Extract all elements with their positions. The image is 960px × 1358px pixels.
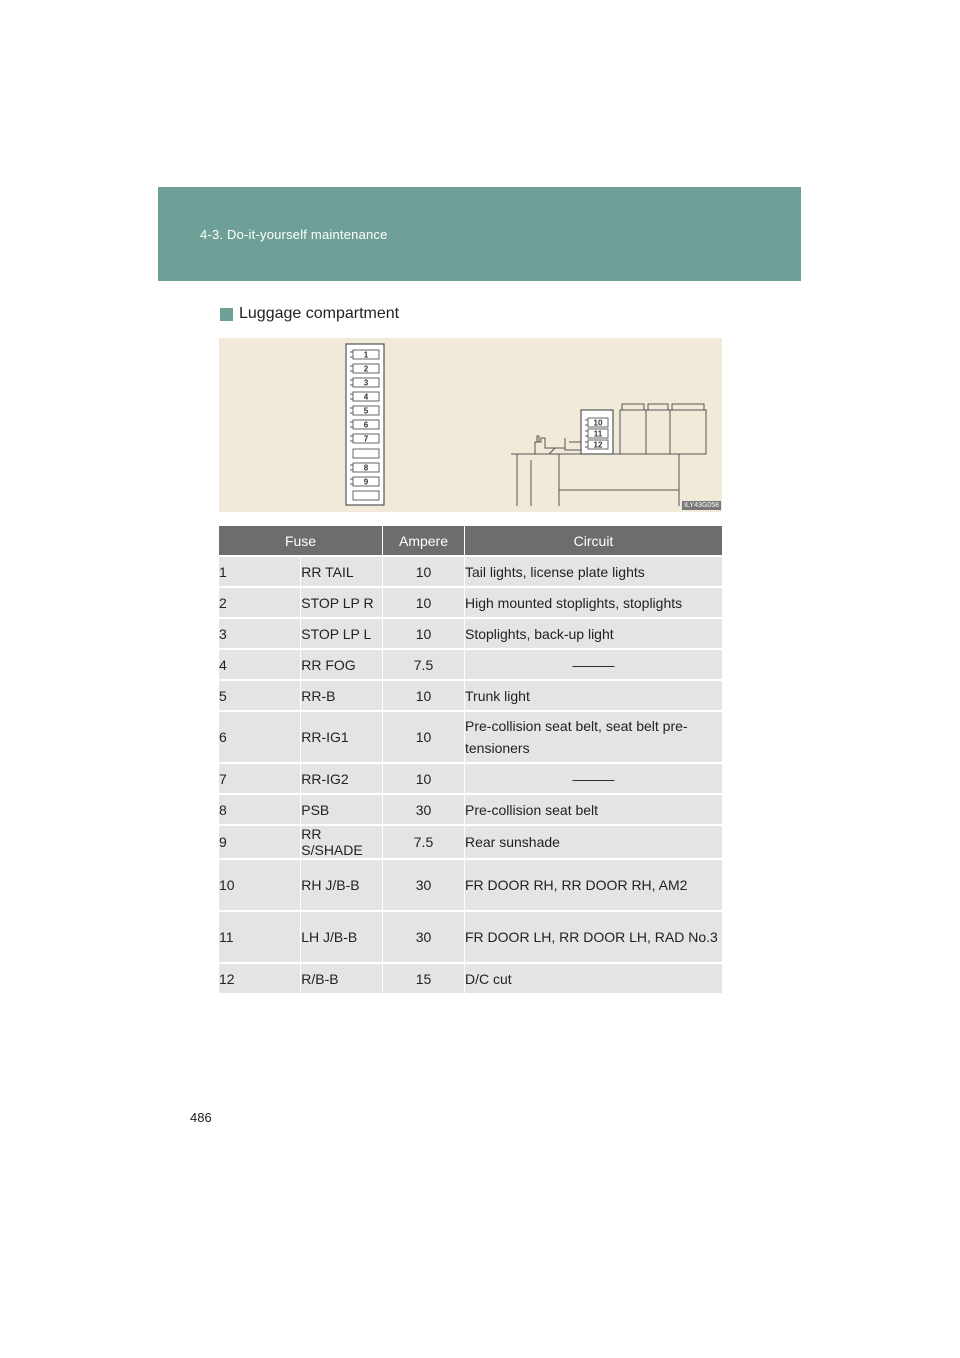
fuse-slot-11 (585, 429, 608, 439)
fuse-circuit: FR DOOR LH, RR DOOR LH, RAD No.3 (465, 911, 723, 963)
fuse-number: 12 (219, 963, 301, 993)
fuse-slot-12 (585, 440, 608, 450)
fuse-number: 9 (219, 825, 301, 859)
fuse-circuit: ——— (465, 649, 723, 680)
table-header-row (219, 526, 722, 556)
fuse-name: RR FOG (301, 649, 383, 680)
fuse-name: RR-IG1 (301, 711, 383, 763)
fuse-number: 11 (219, 911, 301, 963)
fuse-number: 8 (219, 794, 301, 825)
fuse-circuit: ——— (465, 763, 723, 794)
fuse-slot-label: 7 (363, 434, 369, 444)
fuse-circuit: Stoplights, back-up light (465, 618, 723, 649)
fuse-ampere: 30 (383, 794, 465, 825)
fuse-box-illustration (219, 338, 722, 512)
fuse-box-diagram (219, 338, 722, 512)
fuse-circuit: Pre-collision seat belt, seat belt pre-tensioners (465, 711, 723, 763)
fuse-circuit: Rear sunshade (465, 825, 723, 859)
fuse-slot-6 (350, 420, 379, 430)
header-circuit: Circuit (465, 526, 723, 556)
fuse-slot-label: 11 (593, 429, 603, 439)
subheading-text: Luggage compartment (239, 305, 400, 322)
fuse-name: RR TAIL (301, 556, 383, 587)
relay-box-2 (646, 410, 670, 454)
fuse-number: 4 (219, 649, 301, 680)
relay-box-1 (620, 410, 646, 454)
fuse-ampere: 30 (383, 911, 465, 963)
fuse-slot-label: 10 (593, 418, 603, 428)
empty-fuse-slot (353, 449, 379, 458)
header-band (158, 187, 801, 281)
fuse-number: 5 (219, 680, 301, 711)
table-row (219, 587, 722, 618)
fuse-slot-label: 1 (363, 350, 369, 360)
fuse-ampere: 30 (383, 859, 465, 911)
fuse-name: PSB (301, 794, 383, 825)
left-fuse-slots (350, 350, 379, 500)
fuse-slot-5 (350, 406, 379, 416)
fuse-slot-1 (350, 350, 379, 360)
fuse-name: STOP LP R (301, 587, 383, 618)
fuse-slot-label: 5 (363, 406, 369, 416)
table-row (219, 649, 722, 680)
right-fuse-slots (585, 418, 608, 450)
fuse-slot-label: 2 (363, 364, 369, 374)
fuse-slot-label: 6 (363, 420, 369, 430)
table-row (219, 556, 722, 587)
fuse-slot-label: 9 (363, 477, 369, 487)
fuse-number: 1 (219, 556, 301, 587)
bullet-square-icon (220, 308, 233, 321)
fuse-name: R/B-B (301, 963, 383, 993)
fuse-number: 7 (219, 763, 301, 794)
table-row (219, 911, 722, 963)
section-title: 4-3. Do-it-yourself maintenance (200, 227, 388, 242)
fuse-circuit: Pre-collision seat belt (465, 794, 723, 825)
fuse-ampere: 10 (383, 711, 465, 763)
table-row (219, 963, 722, 993)
fuse-number: 2 (219, 587, 301, 618)
fuse-ampere: 10 (383, 763, 465, 794)
fuse-number: 6 (219, 711, 301, 763)
fuse-slot-label: 12 (593, 440, 603, 450)
fuse-number: 3 (219, 618, 301, 649)
fuse-slot-label: 4 (363, 392, 369, 402)
relay-box-3 (670, 410, 706, 454)
fuse-circuit: D/C cut (465, 963, 723, 993)
fuse-slot-3 (350, 378, 379, 388)
fuse-slot-label: 3 (363, 378, 369, 388)
fuse-ampere: 10 (383, 680, 465, 711)
fuse-ampere: 10 (383, 618, 465, 649)
fuse-slot-9 (350, 477, 379, 487)
empty-fuse-slot (353, 491, 379, 500)
table-row (219, 618, 722, 649)
fuse-ampere: 7.5 (383, 649, 465, 680)
mounting-frame (511, 454, 679, 506)
fuse-slot-7 (350, 434, 379, 444)
page-number: 486 (190, 1110, 212, 1125)
header-ampere: Ampere (383, 526, 465, 556)
fuse-name: STOP LP L (301, 618, 383, 649)
fuse-circuit: FR DOOR RH, RR DOOR RH, AM2 (465, 859, 723, 911)
table-row (219, 794, 722, 825)
fuse-slot-8 (350, 463, 379, 473)
table-row (219, 680, 722, 711)
fuse-ampere: 10 (383, 556, 465, 587)
fuse-slot-label: 8 (363, 463, 369, 473)
fuse-name: RR S/SHADE (301, 825, 383, 859)
fuse-table (219, 526, 722, 993)
figure-code: ILY43G058 (684, 502, 719, 509)
fuse-slot-10 (585, 418, 608, 428)
fuse-number: 10 (219, 859, 301, 911)
fuse-name: LH J/B-B (301, 911, 383, 963)
fuse-name: RR-IG2 (301, 763, 383, 794)
fuse-ampere: 7.5 (383, 825, 465, 859)
header-fuse: Fuse (219, 526, 383, 556)
subheading (220, 305, 399, 323)
fuse-name: RH J/B-B (301, 859, 383, 911)
fuse-name: RR-B (301, 680, 383, 711)
fuse-circuit: Trunk light (465, 680, 723, 711)
table-row (219, 825, 722, 859)
fuse-slot-4 (350, 392, 379, 402)
fuse-circuit: Tail lights, license plate lights (465, 556, 723, 587)
table-row (219, 859, 722, 911)
table-row (219, 763, 722, 794)
table-row (219, 711, 722, 763)
fuse-ampere: 10 (383, 587, 465, 618)
fuse-slot-2 (350, 364, 379, 374)
fuse-ampere: 15 (383, 963, 465, 993)
fuse-circuit: High mounted stoplights, stoplights (465, 587, 723, 618)
